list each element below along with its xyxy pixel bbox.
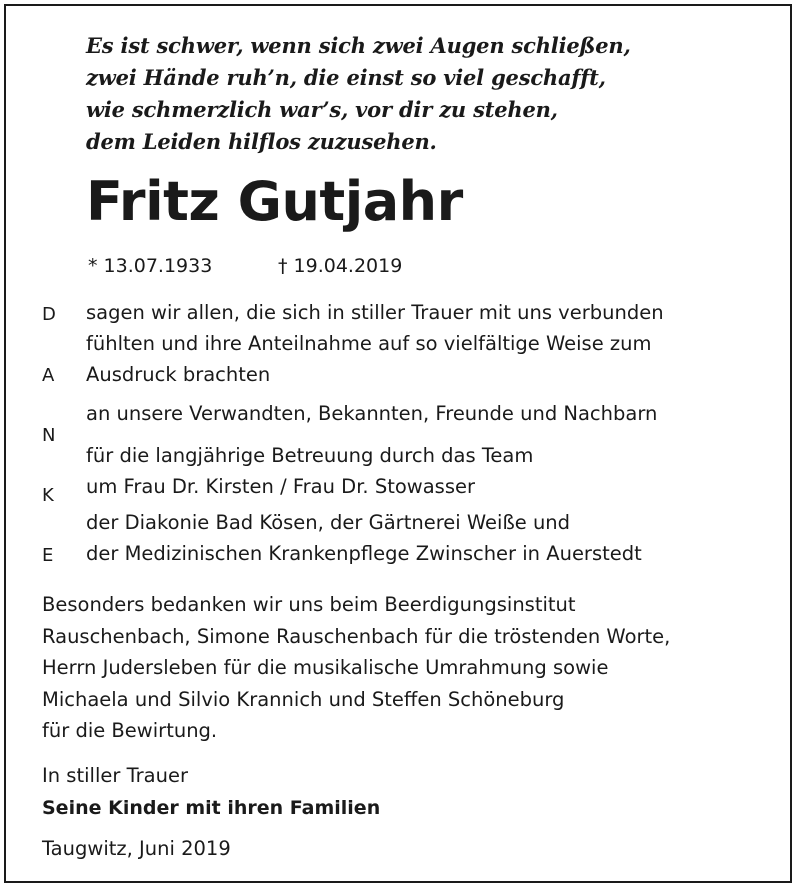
thanks-line: der Medizinischen Krankenpflege Zwinscher in Auerstedt (86, 542, 642, 565)
deceased-name: Fritz Gutjahr (86, 170, 463, 233)
poem-line: Es ist schwer, wenn sich zwei Augen schließen, (86, 33, 631, 58)
poem-line: zwei Hände ruh’n, die einst so viel geschafft, (86, 65, 606, 90)
thanks-line: für die langjährige Betreuung durch das Team (86, 444, 534, 467)
danke-letter: D (42, 304, 56, 325)
thanks-line: fühlten und ihre Anteilnahme auf so vielfältige Weise zum (86, 332, 652, 355)
birth-date: * 13.07.1933 (88, 255, 213, 277)
paragraph-line: Rauschenbach, Simone Rauschenbach für die tröstenden Worte, (42, 624, 671, 648)
closing-intro: In stiller Trauer (42, 764, 188, 787)
closing-family: Seine Kinder mit ihren Familien (42, 797, 381, 819)
memorial-poem (86, 30, 706, 158)
special-thanks-paragraph (42, 589, 670, 747)
poem-line: wie schmerzlich war’s, vor dir zu stehen, (86, 97, 558, 122)
paragraph-line: für die Bewirtung. (42, 719, 218, 742)
thanks-line: sagen wir allen, die sich in stiller Trauer mit uns verbunden (86, 301, 664, 324)
thanks-line: um Frau Dr. Kirsten / Frau Dr. Stowasser (86, 475, 476, 498)
thanks-line: Ausdruck brachten (86, 363, 271, 386)
death-date: † 19.04.2019 (278, 255, 403, 277)
danke-letter: N (42, 425, 56, 446)
danke-letter: A (42, 365, 55, 386)
danke-letter: K (42, 485, 54, 506)
poem-line: dem Leiden hilflos zuzusehen. (86, 129, 437, 154)
thanks-line: an unsere Verwandten, Bekannten, Freunde und Nachbarn (86, 402, 658, 425)
paragraph-line: Michaela und Silvio Krannich und Steffen Schöneburg (42, 687, 565, 711)
thanks-line: der Diakonie Bad Kösen, der Gärtnerei Weiße und (86, 511, 571, 534)
paragraph-line: Besonders bedanken wir uns beim Beerdigungsinstitut (42, 593, 576, 616)
paragraph-line: Herrn Judersleben für die musikalische Umrahmung sowie (42, 656, 609, 679)
danke-letter: E (42, 545, 54, 566)
closing-place-date: Taugwitz, Juni 2019 (42, 837, 231, 860)
